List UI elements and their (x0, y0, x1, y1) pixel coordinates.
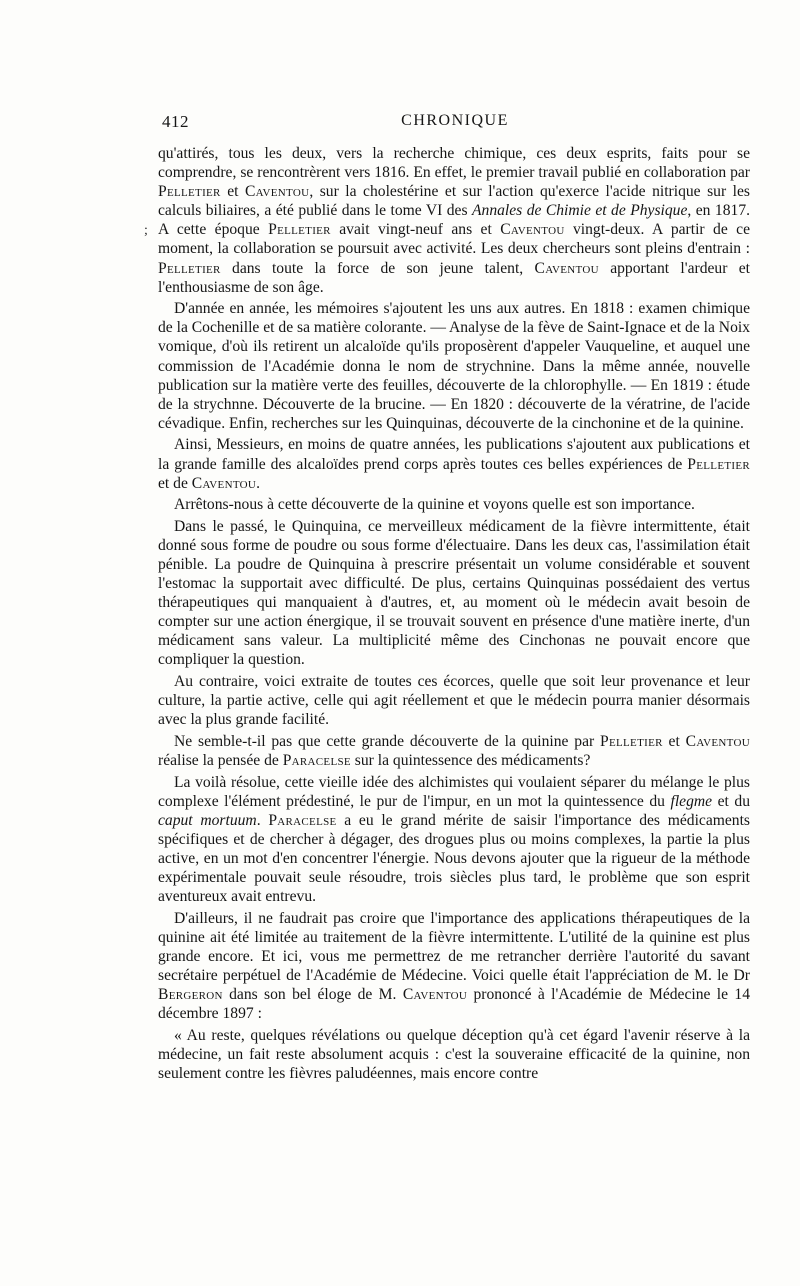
text-run: D'année en année, les mémoires s'ajoutent les uns aux autres. En 1818 : examen chimique de la Cochenille et de sa matière colorante. — Analyse de la fève de Saint-Ignace et de la Noix vomique, d'où ils retirent un alcaloïde qu'ils proposèrent d'appeler Vauqueline, et auquel une commission de l'Académie donna le nom de strychnine. Dans la même année, nouvelle publication sur la matière verte des feuilles, découverte de la chlorophylle. — En 1819 : étude de la strychnne. Découverte de la brucine. — En 1820 : découverte de la vératrine, de l'acide cévadique. Enfin, recherches sur les Quinquinas, découverte de la cinchonine et de la quinine. (158, 300, 750, 432)
text-run: dans toute la force de son jeune talent, (220, 259, 535, 277)
proper-name: Paracelse (282, 751, 351, 769)
proper-name: Bergeron (158, 986, 223, 1004)
text-run: , sur la cholestérine et sur l'action qu'exerce l'acide nitrique sur les calculs biliaires, a été publié dans le tome VI des (158, 183, 750, 220)
page-number: 412 (162, 112, 189, 131)
paragraph-6 (158, 672, 750, 729)
italic-term: caput mortuum (158, 811, 257, 829)
text-run: Ne semble-t-il pas que cette grande découverte de la quinine par (174, 732, 601, 750)
paragraph-4 (158, 495, 750, 514)
running-title: CHRONIQUE (401, 112, 509, 129)
text-run: Dans le passé, le Quinquina, ce merveilleux médicament de la fièvre intermittente, était donné sous forme de poudre ou sous forme d'électuaire. Dans les deux cas, l'assimilation était pénible. La poudre de Quinquina à prescrire présentait un volume considérable et souvent l'estomac la supportait avec difficulté. De plus, certains Quinquinas possédaient des vertus thérapeutiques qui manquaient à d'autres, et, au moment où le médecin avait besoin de compter sur une action énergique, il se trouvait souvent en présence d'une matière inerte, d'un médicament sans valeur. La multiplicité même des Cinchonas ne pouvait encore que compliquer la question. (158, 517, 750, 669)
text-run: et (662, 732, 686, 750)
text-run: et du (712, 792, 750, 810)
paragraph-9 (158, 909, 750, 1024)
text-run: . (256, 474, 261, 492)
italic-term: flegme (670, 792, 713, 810)
text-run: . (256, 811, 269, 829)
text-run: apportant l'ardeur et l'enthousiasme de son âge. (158, 259, 750, 296)
text-run: D'ailleurs, il ne faudrait pas croire que l'importance des applications thérapeutiques de la quinine ait été limitée au traitement de la fièvre intermittente. L'utilité de la quinine est plus grande encore. Et ici, vous me permettrez de me retrancher derrière l'autorité du savant secrétaire perpétuel de l'Académie de Médecine. Voici quelle était l'appréciation de M. le Dr (158, 909, 750, 984)
proper-name: Pelletier (158, 259, 221, 277)
body-text (158, 144, 750, 1086)
proper-name: Pelletier (687, 455, 750, 473)
text-run: vingt-deux. A partir de ce moment, la collaboration se poursuit avec activité. Les deux chercheurs sont pleins d'entrain : (158, 221, 751, 258)
paragraph-5 (158, 517, 750, 670)
margin-mark: ; (144, 223, 148, 238)
page-header (162, 112, 748, 136)
text-run: « Au reste, quelques révélations ou quelque déception qu'à cet égard l'avenir réserve à la médecine, un fait reste absolument acquis : c'est la souveraine efficacité de la quinine, non seulement contre les fièvres paludéennes, mais encore contre (158, 1026, 750, 1082)
proper-name: Caventou (685, 732, 750, 750)
proper-name: Caventou (500, 221, 565, 239)
proper-name: Pelletier (600, 732, 663, 750)
proper-name: Caventou (244, 183, 310, 201)
paragraph-8 (158, 773, 750, 907)
paragraph-10 (158, 1026, 750, 1083)
proper-name: Caventou (191, 474, 257, 492)
proper-name: Pelletier (268, 221, 331, 239)
proper-name: Pelletier (158, 183, 221, 201)
text-run: sur la quintessence des médicaments? (350, 751, 591, 769)
text-run: a eu le grand mérite de saisir l'importance des médicaments spécifiques et de chercher à dégager, des drogues plus ou moins complexes, la partie la plus active, en un mot d'en concentrer l'énergie. Nous devons ajouter que la rigueur de la méthode expérimentale pouvait seule résoudre, trois siècles plus tard, le problème que son esprit aventureux avait entrevu. (158, 811, 750, 906)
text-run: prononcé à l'Académie de Médecine le 14 décembre 1897 : (158, 986, 750, 1023)
text-run: dans son bel éloge de M. (222, 986, 403, 1004)
paragraph-1 (158, 144, 750, 297)
proper-name: Paracelse (268, 811, 337, 829)
text-run: réalise la pensée de (158, 751, 283, 769)
text-run: Ainsi, Messieurs, en moins de quatre années, les publications s'ajoutent aux publications et la grande famille des alcaloïdes prend corps après toutes ces belles expériences de (158, 436, 750, 473)
text-run: qu'attirés, tous les deux, vers la recherche chimique, ces deux esprits, faits pour se comprendre, se rencontrèrent vers 1816. En effet, le premier travail publié en collaboration par (158, 145, 750, 182)
text-run: Arrêtons-nous à cette découverte de la quinine et voyons quelle est son importance. (174, 496, 695, 514)
paragraph-2 (158, 299, 750, 433)
text-run: Au contraire, voici extraite de toutes ces écorces, quelle que soit leur provenance et leur culture, la partie active, celle qui agit réellement et que le médecin pourra manier désormais avec la plus grande facilité. (158, 673, 750, 729)
text-run: avait vingt-neuf ans et (330, 221, 501, 239)
proper-name: Caventou (402, 986, 468, 1004)
paragraph-7 (158, 732, 750, 770)
text-run: et de (158, 474, 192, 492)
text-run: , en 1817. A cette époque (158, 202, 751, 239)
paragraph-3 (158, 435, 750, 492)
proper-name: Caventou (534, 259, 599, 277)
text-run: et (220, 183, 245, 201)
italic-term: Annales de Chimie et de Physique (472, 202, 688, 220)
text-run: La voilà résolue, cette vieille idée des alchimistes qui voulaient séparer du mélange le plus complexe l'élément prédestiné, le pur de l'impur, en un mot la quintessence du (158, 773, 750, 810)
